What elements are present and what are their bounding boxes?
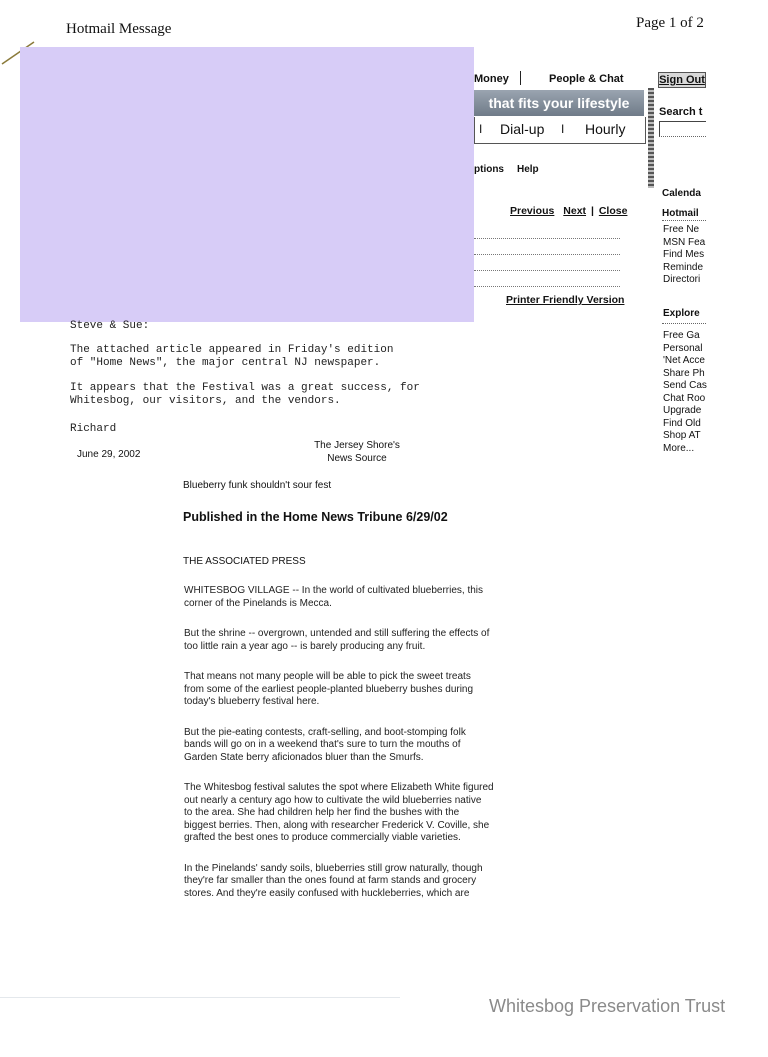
message-nav — [510, 205, 627, 217]
email-line: Whitesbog, our visitors, and the vendors. — [70, 395, 341, 407]
print-header-title: Hotmail Message — [66, 21, 172, 37]
sidebar-item[interactable]: Share Ph — [663, 367, 705, 379]
email-line: The attached article appeared in Friday's edition — [70, 344, 394, 356]
header-field-line — [474, 238, 620, 239]
clipping-kicker: Blueberry funk shouldn't sour fest — [183, 480, 332, 491]
article-paragraph: That means not many people will be able to pick the sweet treats from some of the earliest people-planted blueberry bushes during today's blueberry festival here. — [184, 671, 474, 707]
sidebar-item[interactable]: Directori — [663, 274, 701, 285]
article-paragraph: WHITESBOG VILLAGE -- In the world of cultivated blueberries, this corner of the Pinelands is Mecca. — [184, 585, 484, 609]
sidebar-item[interactable]: Find Old — [663, 417, 701, 429]
header-field-line — [474, 286, 620, 287]
nav-help[interactable]: Help — [517, 164, 539, 175]
close-link[interactable]: Close — [598, 205, 628, 217]
sidebar-hotmail-list — [663, 224, 705, 287]
scan-artifact-line — [0, 997, 400, 998]
sidebar-item[interactable]: Upgrade — [663, 405, 702, 416]
sidebar-hotmail-heading: Hotmail — [662, 208, 699, 219]
sidebar-item[interactable]: Find Mes — [663, 249, 705, 260]
sidebar-item[interactable]: Send Cas — [663, 380, 707, 391]
masthead-line: News Source — [327, 452, 387, 464]
plan-hourly[interactable]: Hourly — [585, 121, 626, 137]
clipping-headline: Published in the Home News Tribune 6/29/02 — [183, 510, 448, 524]
nav-money[interactable]: Money — [474, 73, 509, 85]
article-body — [184, 585, 524, 900]
next-link[interactable]: Next — [563, 205, 587, 217]
email-signature: Richard — [70, 423, 117, 435]
search-label: Search t — [659, 106, 703, 118]
sign-out-button[interactable]: Sign Out — [659, 74, 705, 86]
printer-friendly-link[interactable]: Printer Friendly Version — [506, 294, 625, 306]
sidebar-item[interactable]: More... — [663, 442, 695, 454]
email-greeting: Steve & Sue: — [70, 320, 150, 332]
sidebar-item[interactable]: Free Ga — [663, 330, 700, 341]
redaction-block — [20, 47, 474, 322]
sidebar-item[interactable]: Reminde — [663, 261, 704, 273]
nav-divider — [520, 71, 521, 85]
scrollbar[interactable] — [648, 88, 654, 188]
ad-banner[interactable]: that fits your lifestyle — [474, 90, 644, 116]
sidebar-item[interactable]: Chat Roo — [663, 392, 706, 404]
clipping-byline: THE ASSOCIATED PRESS — [183, 556, 306, 567]
sidebar-divider — [662, 220, 706, 221]
email-line: It appears that the Festival was a great success, for — [70, 382, 420, 394]
plan-dialup[interactable]: Dial-up — [500, 121, 545, 137]
article-paragraph: The Whitesbog festival salutes the spot where Elizabeth White figured out nearly a century ago how to cultivate the wild blueberries native to the area. She had children help her find the bushes with the biggest berries. Then, along with researcher Frederick V. Coville, she grafted the best ones to produce commercially viable varieties. — [184, 782, 494, 843]
sidebar-calendar[interactable]: Calenda — [662, 188, 701, 199]
sidebar-explore-list — [663, 330, 707, 455]
nav-separator: | — [590, 205, 594, 217]
clipping-masthead — [300, 440, 414, 465]
clipping-date: June 29, 2002 — [77, 449, 141, 460]
article-paragraph: But the pie-eating contests, craft-selling, and boot-stomping folk bands will go on in a weekend that's sure to turn the mouths of Garden State berry aficionados bluer than the Smurfs. — [184, 726, 466, 763]
print-page-number: Page 1 of 2 — [636, 15, 704, 31]
previous-link[interactable]: Previous — [510, 205, 555, 217]
watermark: Whitesbog Preservation Trust — [489, 996, 726, 1016]
plan-selector — [474, 117, 646, 144]
plan-divider: I — [479, 122, 483, 136]
sidebar-item[interactable]: Free Ne — [663, 224, 700, 235]
article-paragraph: In the Pinelands' sandy soils, blueberries still grow naturally, though they're far smaller than the ones found at farm stands and grocery stores. And they're easily confused with huckleberries, which are — [184, 862, 483, 899]
masthead-line: The Jersey Shore's — [314, 440, 400, 451]
article-paragraph: But the shrine -- overgrown, untended and still suffering the effects of too little rain a year ago -- is barely producing any fruit. — [184, 628, 490, 652]
nav-people-chat[interactable]: People & Chat — [549, 73, 624, 85]
sidebar-item[interactable]: 'Net Acce — [663, 355, 705, 366]
sidebar-item[interactable]: Shop AT — [663, 430, 701, 441]
email-line: of "Home News", the major central NJ newspaper. — [70, 357, 381, 369]
nav-options[interactable]: ptions — [474, 164, 504, 175]
plan-divider-2: I — [561, 122, 565, 136]
header-field-line — [474, 254, 620, 255]
search-input[interactable] — [659, 121, 706, 137]
sidebar-item[interactable]: Personal — [663, 342, 703, 354]
header-field-line — [474, 270, 620, 271]
sidebar-divider — [662, 323, 706, 324]
sidebar-explore-heading: Explore — [663, 308, 700, 319]
sidebar-item[interactable]: MSN Fea — [663, 236, 706, 248]
